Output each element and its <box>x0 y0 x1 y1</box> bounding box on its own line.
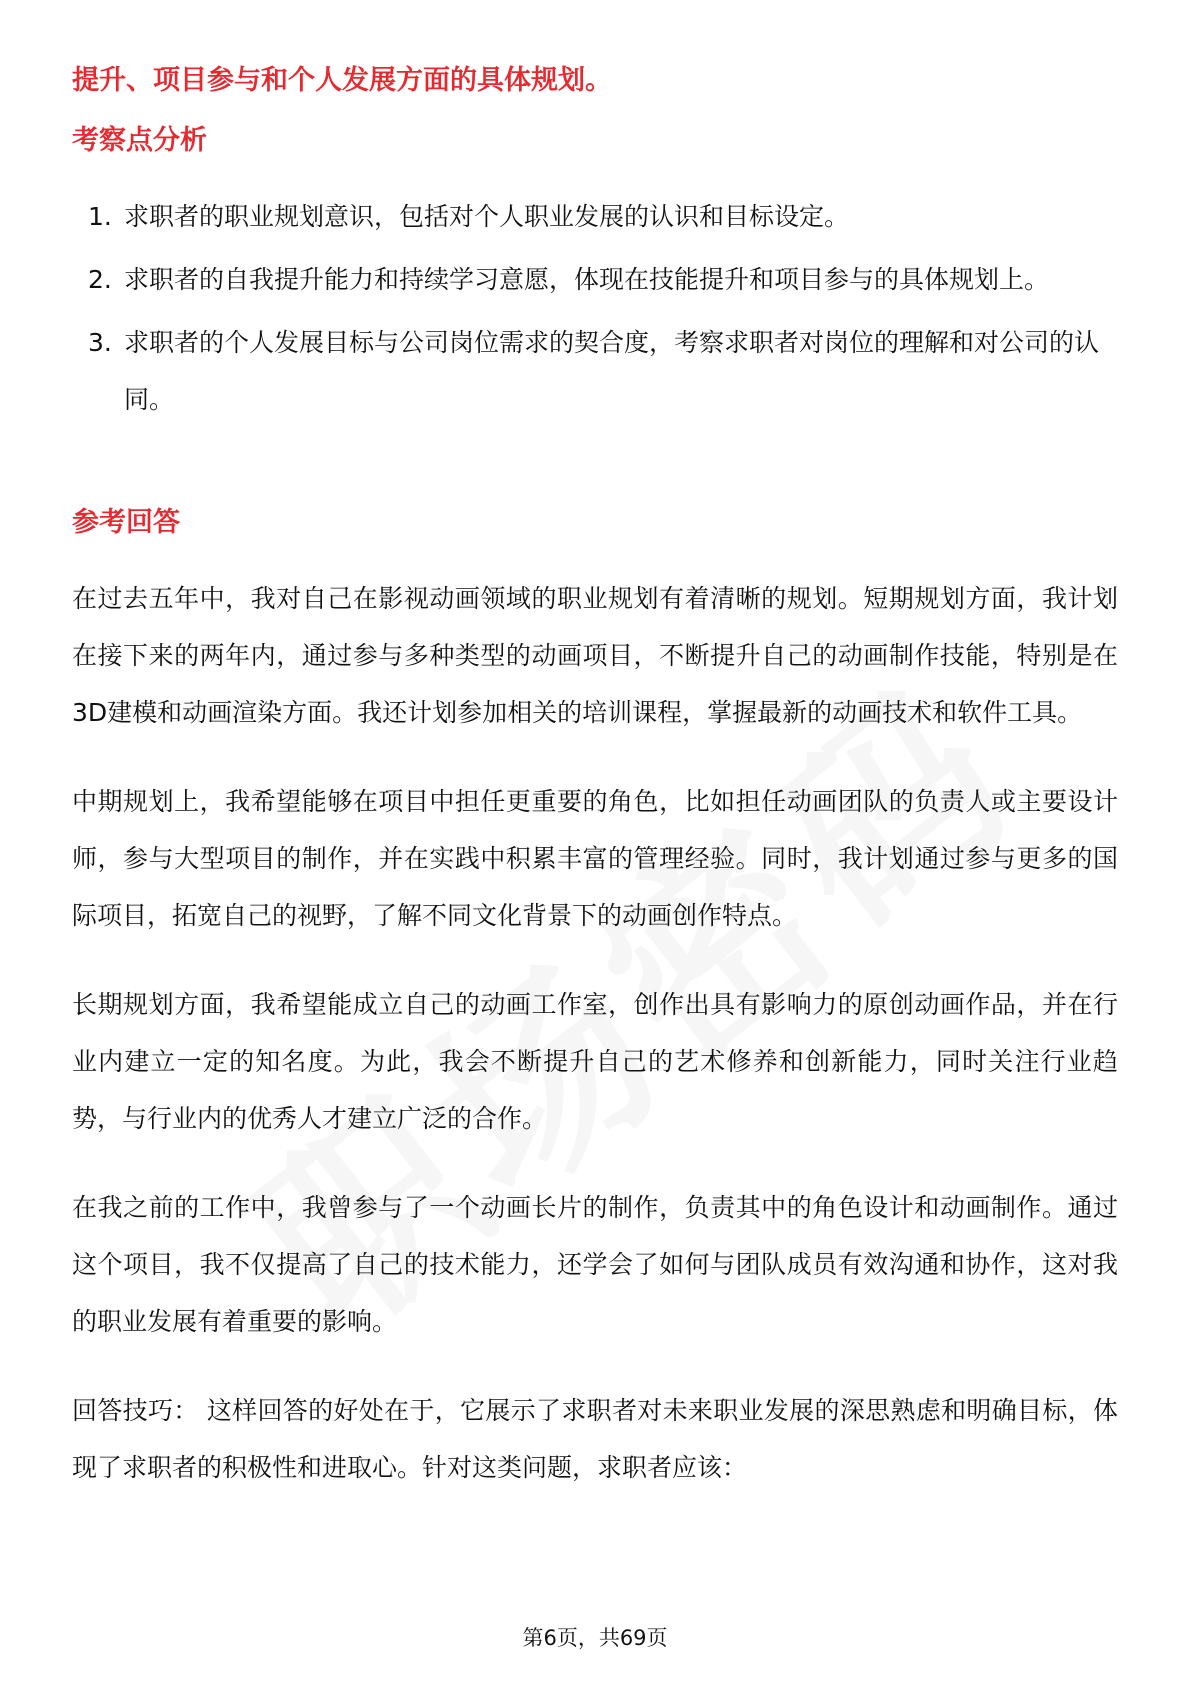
answer-paragraph: 在过去五年中，我对自己在影视动画领域的职业规划有着清晰的规划。短期规划方面，我计划在接下来的两年内，通过参与多种类型的动画项目，不断提升自己的动画制作技能，特别是在3D建模和动画渲染方面。我还计划参加相关的培训课程，掌握最新的动画技术和软件工具。 <box>72 584 1118 727</box>
list-item <box>72 314 1118 428</box>
list-item <box>72 251 1118 308</box>
list-item-number: 1. <box>88 202 112 231</box>
intro-line: 提升、项目参与和个人发展方面的具体规划。 <box>72 65 612 96</box>
analysis-list <box>72 188 1118 434</box>
list-item-number: 3. <box>88 328 112 357</box>
page-number-footer: 第6页，共69页 <box>522 1626 668 1650</box>
answer-paragraph: 在我之前的工作中，我曾参与了一个动画长片的制作，负责其中的角色设计和动画制作。通过这个项目，我不仅提高了自己的技术能力，还学会了如何与团队成员有效沟通和协作，这对我的职业发展有着重要的影响。 <box>72 1193 1118 1336</box>
answer-tips-paragraph: 回答技巧： 这样回答的好处在于，它展示了求职者对未来职业发展的深思熟虑和明确目标，体现了求职者的积极性和进取心。针对这类问题，求职者应该： <box>72 1396 1118 1482</box>
answer-body <box>72 570 1118 1528</box>
list-item <box>72 188 1118 245</box>
answer-paragraph: 长期规划方面，我希望能成立自己的动画工作室，创作出具有影响力的原创动画作品，并在行业内建立一定的知名度。为此，我会不断提升自己的艺术修养和创新能力，同时关注行业趋势，与行业内的优秀人才建立广泛的合作。 <box>72 990 1118 1133</box>
list-item-text: 求职者的个人发展目标与公司岗位需求的契合度，考察求职者对岗位的理解和对公司的认同。 <box>124 328 1100 414</box>
answer-paragraph: 中期规划上，我希望能够在项目中担任更重要的角色，比如担任动画团队的负责人或主要设计师，参与大型项目的制作，并在实践中积累丰富的管理经验。同时，我计划通过参与更多的国际项目，拓宽自己的视野，了解不同文化背景下的动画创作特点。 <box>72 787 1118 930</box>
analysis-heading: 考察点分析 <box>72 125 207 156</box>
answer-heading: 参考回答 <box>72 507 180 538</box>
list-item-number: 2. <box>88 265 112 294</box>
list-item-text: 求职者的职业规划意识，包括对个人职业发展的认识和目标设定。 <box>124 202 850 231</box>
list-item-text: 求职者的自我提升能力和持续学习意愿，体现在技能提升和项目参与的具体规划上。 <box>124 265 1050 294</box>
